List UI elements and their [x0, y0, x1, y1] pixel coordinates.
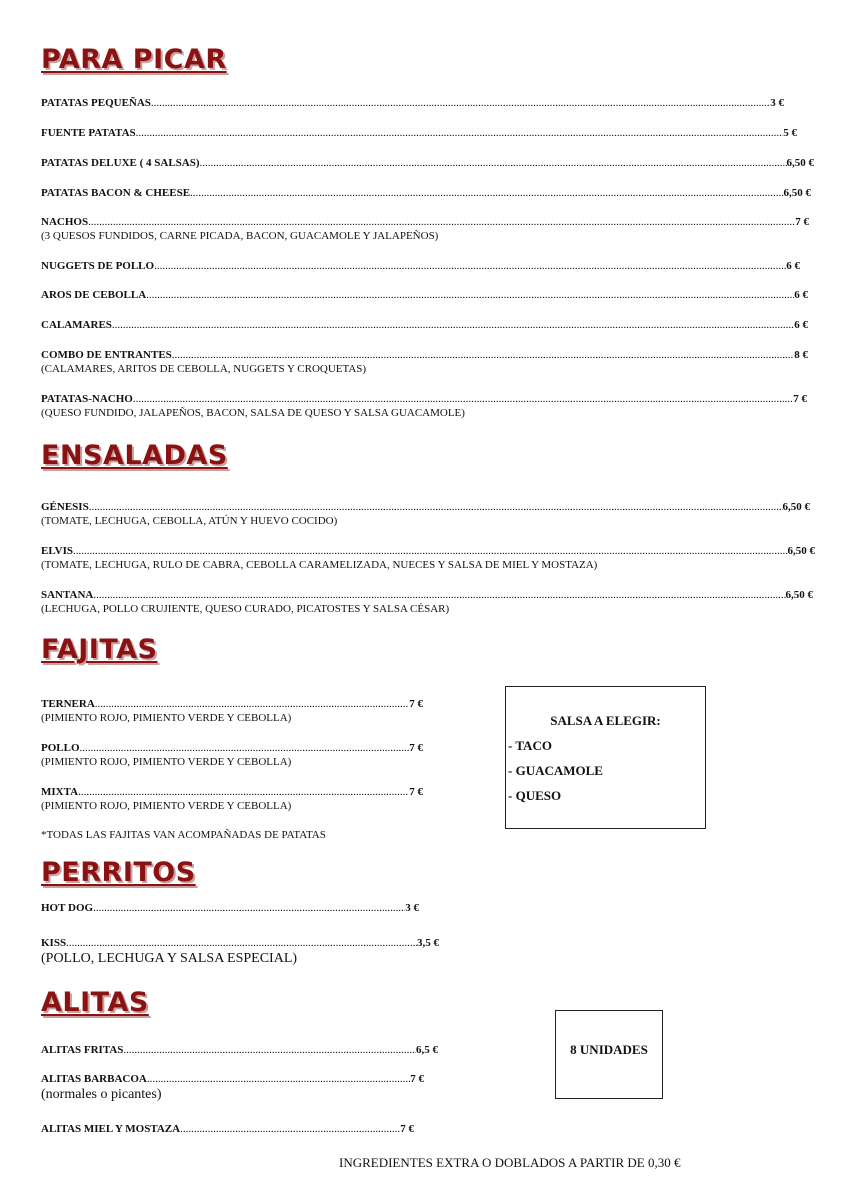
section-title-alitas: ALITAS: [41, 987, 149, 1018]
fajitas-note: *TODAS LAS FAJITAS VAN ACOMPAÑADAS DE PATATAS: [41, 829, 326, 841]
section-title-para-picar: PARA PICAR: [41, 44, 227, 75]
units-box-label: 8 UNIDADES: [570, 1042, 648, 1057]
item-name: HOT DOG: [41, 902, 94, 914]
menu-item: [41, 392, 807, 420]
menu-item: [41, 1072, 424, 1104]
menu-item: [41, 288, 808, 302]
menu-item: [41, 259, 800, 273]
item-description: (POLLO, LECHUGA Y SALSA ESPECIAL): [41, 951, 298, 966]
section-title-fajitas: FAJITAS: [41, 634, 158, 665]
item-price: 7 €: [410, 1073, 424, 1085]
item-description: (3 QUESOS FUNDIDOS, CARNE PICADA, BACON, GUACAMOLE Y JALAPEÑOS): [41, 230, 439, 242]
item-name: KISS: [41, 937, 67, 949]
item-description: (QUESO FUNDIDO, JALAPEÑOS, BACON, SALSA DE QUESO Y SALSA GUACAMOLE): [41, 407, 465, 419]
item-price: 6,50 €: [787, 545, 815, 557]
item-price: 6,5 €: [416, 1044, 438, 1056]
menu-item: [41, 901, 419, 915]
menu-item: [41, 544, 815, 572]
item-description: (TOMATE, LECHUGA, CEBOLLA, ATÚN Y HUEVO COCIDO): [41, 515, 338, 527]
item-price: 6 €: [794, 319, 808, 331]
item-description: (normales o picantes): [41, 1087, 162, 1102]
item-description: (PIMIENTO ROJO, PIMIENTO VERDE Y CEBOLLA): [41, 756, 292, 768]
item-name: COMBO DE ENTRANTES: [41, 349, 172, 361]
menu-item: [41, 1122, 414, 1136]
item-price: 6,50 €: [782, 501, 810, 513]
menu-item: [41, 186, 811, 200]
menu-item: [41, 936, 439, 968]
item-name: GÉNESIS: [41, 501, 89, 513]
item-name: MIXTA: [41, 786, 79, 798]
item-price: 7 €: [409, 742, 423, 754]
item-name: ALITAS MIEL Y MOSTAZA: [41, 1123, 181, 1135]
sauce-option: - QUESO: [508, 788, 562, 803]
item-price: 3,5 €: [417, 937, 439, 949]
item-name: ELVIS: [41, 545, 74, 557]
menu-item: [41, 500, 810, 528]
menu-item: [41, 318, 808, 332]
item-price: 7 €: [795, 216, 809, 228]
sauce-choice-box: [505, 686, 706, 829]
item-name: POLLO: [41, 742, 80, 754]
menu-item: [41, 1043, 438, 1057]
item-price: 6,50 €: [785, 589, 813, 601]
item-name: AROS DE CEBOLLA: [41, 289, 147, 301]
sauce-box-title: SALSA A ELEGIR:: [550, 713, 661, 728]
menu-item: [41, 96, 784, 110]
item-name: SANTANA: [41, 589, 94, 601]
menu-item: [41, 785, 423, 813]
item-price: 3 €: [405, 902, 419, 914]
item-description: (CALAMARES, ARITOS DE CEBOLLA, NUGGETS Y CROQUETAS): [41, 363, 367, 375]
item-price: 3 €: [770, 97, 784, 109]
item-price: 7 €: [409, 786, 423, 798]
item-name: ALITAS BARBACOA: [41, 1073, 147, 1085]
item-price: 5 €: [783, 127, 797, 139]
menu-item: [41, 697, 423, 725]
item-description: (PIMIENTO ROJO, PIMIENTO VERDE Y CEBOLLA): [41, 800, 292, 812]
item-name: FUENTE PATATAS: [41, 127, 136, 139]
item-description: (LECHUGA, POLLO CRUJIENTE, QUESO CURADO, PICATOSTES Y SALSA CÉSAR): [41, 603, 450, 615]
item-name: NACHOS: [41, 216, 89, 228]
units-box: [555, 1010, 663, 1099]
menu-item: [41, 348, 808, 376]
item-name: PATATAS DELUXE ( 4 SALSAS): [41, 157, 200, 169]
item-price: 6,50 €: [786, 157, 814, 169]
menu-item: [41, 126, 797, 140]
item-description: (PIMIENTO ROJO, PIMIENTO VERDE Y CEBOLLA): [41, 712, 292, 724]
item-price: 7 €: [409, 698, 423, 710]
item-name: ALITAS FRITAS: [41, 1044, 124, 1056]
item-description: (TOMATE, LECHUGA, RULO DE CABRA, CEBOLLA CARAMELIZADA, NUECES Y SALSA DE MIEL Y MOSTAZA): [41, 559, 598, 571]
item-price: 7 €: [400, 1123, 414, 1135]
section-title-ensaladas: ENSALADAS: [41, 440, 228, 471]
footer-note: INGREDIENTES EXTRA O DOBLADOS A PARTIR DE 0,30 €: [339, 1155, 681, 1170]
item-name: PATATAS PEQUEÑAS: [41, 97, 151, 109]
menu-item: [41, 156, 814, 170]
item-name: TERNERA: [41, 698, 95, 710]
item-price: 8 €: [794, 349, 808, 361]
item-price: 6,50 €: [783, 187, 811, 199]
sauce-option: - GUACAMOLE: [508, 763, 603, 778]
item-name: NUGGETS DE POLLO: [41, 260, 155, 272]
sauce-option: - TACO: [508, 738, 552, 753]
item-price: 6 €: [786, 260, 800, 272]
item-name: PATATAS BACON & CHEESE: [41, 187, 191, 199]
item-price: 7 €: [793, 393, 807, 405]
item-name: CALAMARES: [41, 319, 112, 331]
menu-item: [41, 215, 809, 243]
item-price: 6 €: [794, 289, 808, 301]
item-name: PATATAS-NACHO: [41, 393, 133, 405]
menu-item: [41, 741, 423, 769]
section-title-perritos: PERRITOS: [41, 857, 196, 888]
menu-item: [41, 588, 813, 616]
